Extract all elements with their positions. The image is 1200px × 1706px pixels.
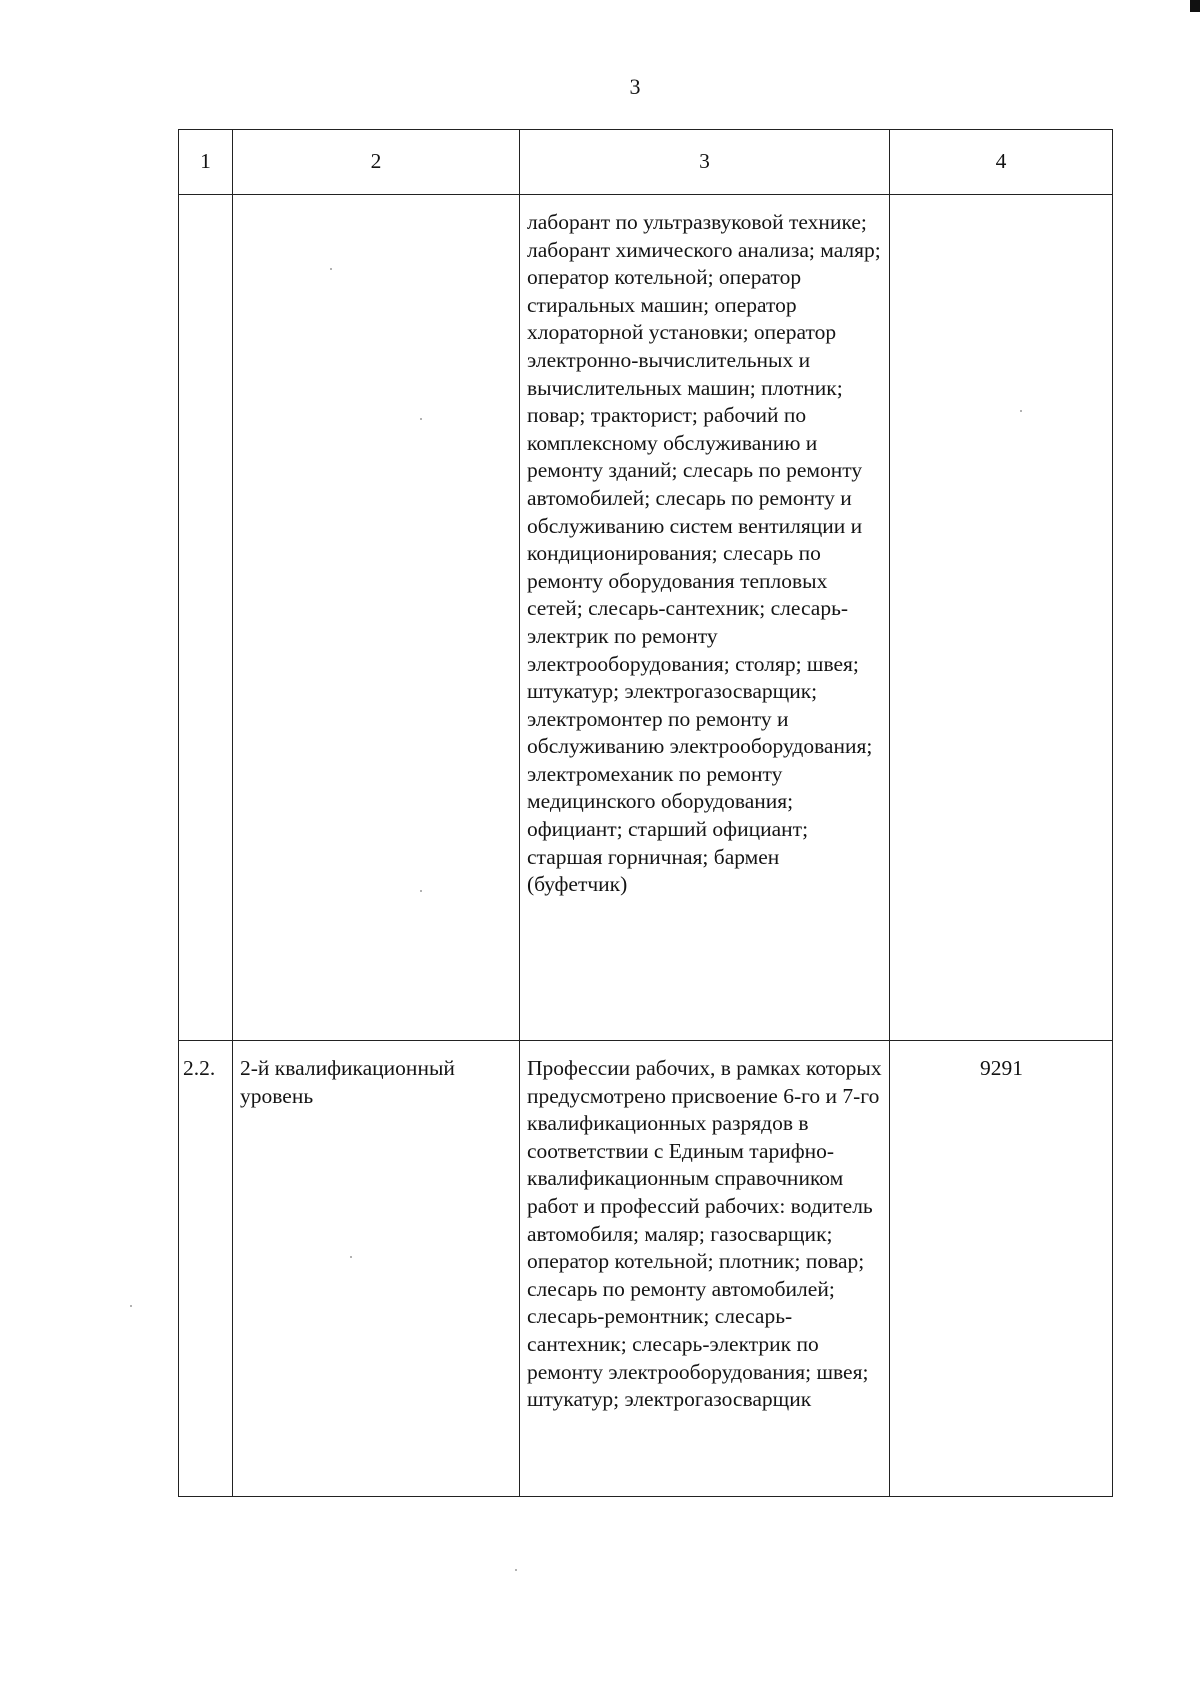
scan-speck [130, 1305, 132, 1307]
qualification-level-cell [233, 195, 520, 1041]
table-row [179, 195, 1113, 1041]
scan-speck [515, 1569, 517, 1571]
qualification-level-cell [233, 1041, 520, 1497]
page-number: 3 [629, 74, 641, 99]
row-number [179, 195, 232, 227]
scan-speck [420, 890, 422, 892]
salary-value [890, 195, 1112, 227]
header-cell-3: 3 [520, 130, 890, 195]
scan-speck [1020, 410, 1022, 412]
scan-speck [350, 1256, 352, 1258]
qualification-level: 2-й квалификационный уровень [240, 1056, 455, 1108]
header-cell-1: 1 [179, 130, 233, 195]
professions-text: Профессии рабочих, в рамках которых предусмотрено присвоение 6-го и 7-го квалификационных разрядов в соответствии с Единым тарифно-квалификационным справочником работ и профессий рабочих: водитель автомобиля; маляр; газосварщик; оператор котельной; плотник; повар; слесарь по ремонту автомобилей; слесарь-ремонтник; слесарь-сантехник; слесарь-электрик по ремонту электрооборудования; швея; штукатур; электрогазосварщик [527, 1056, 882, 1412]
table-row [179, 1041, 1113, 1497]
professions-text: лаборант по ультразвуковой технике; лаборант химического анализа; маляр; оператор котельной; оператор стиральных машин; оператор хлораторной установки; оператор электронно-вычислительных и вычислительных машин; плотник; повар; тракторист; рабочий по комплексному обслуживанию и ремонту зданий; слесарь по ремонту автомобилей; слесарь по ремонту и обслуживанию систем вентиляции и кондиционирования; слесарь по ремонту оборудования тепловых сетей; слесарь-сантехник; слесарь-электрик по ремонту электрооборудования; столяр; швея; штукатур; электрогазосварщик; электромонтер по ремонту и обслуживанию электрооборудования; электромеханик по ремонту медицинского оборудования; официант; старший официант; старшая горничная; бармен (буфетчик) [527, 210, 881, 897]
professions-cell [520, 1041, 890, 1497]
corner-scan-mark [1190, 0, 1200, 12]
row-number-cell [179, 195, 233, 1041]
row-number-cell [179, 1041, 233, 1497]
header-cell-2: 2 [233, 130, 520, 195]
professions-cell [520, 195, 890, 1041]
salary-table [178, 129, 1113, 1497]
header-cell-4: 4 [890, 130, 1113, 195]
table-header-row [179, 130, 1113, 195]
scan-speck [330, 268, 332, 270]
scan-speck [420, 418, 422, 420]
salary-value-cell [890, 1041, 1113, 1497]
row-number: 2.2. [183, 1056, 216, 1080]
salary-value-cell [890, 195, 1113, 1041]
salary-value: 9291 [980, 1056, 1023, 1080]
qualification-level [233, 195, 519, 227]
